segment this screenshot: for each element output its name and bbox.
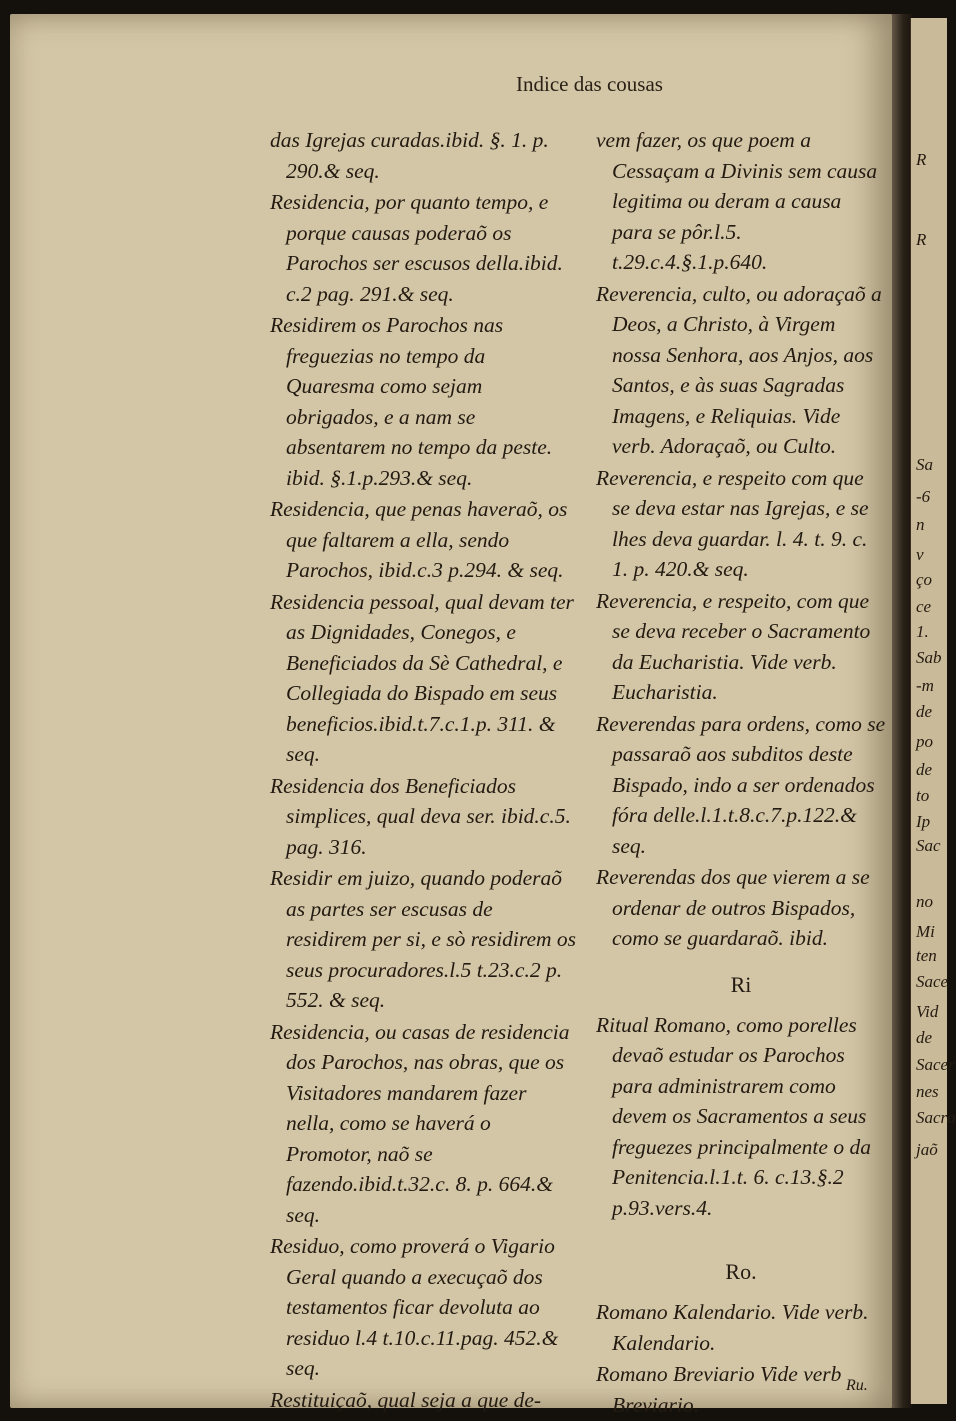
- section-heading-ri: Ri: [730, 971, 752, 997]
- facing-page-fragment: ço: [916, 570, 933, 589]
- index-entry: Romano Breviario Vide verb Breviario.: [596, 1362, 842, 1417]
- index-entry: Reverencia, e respeito, com que se deva receber o Sacramento da Eucharistia. Vide verb. Eucharistia.: [596, 588, 871, 704]
- facing-page-fragment: de: [916, 1028, 933, 1047]
- facing-page-fragment: Sac: [916, 836, 941, 855]
- facing-page-fragment: Vid: [916, 1002, 939, 1021]
- facing-page-fragment: -6: [916, 487, 931, 506]
- facing-page-fragment: Sace: [916, 972, 949, 991]
- facing-page-fragment: ce: [916, 597, 932, 616]
- facing-page-fragment: R: [916, 150, 927, 169]
- index-entry: Reverencia, culto, ou adoraçaõ a Deos, a Christo, à Virgem nossa Senhora, aos Anjos, aos Santos, e às suas Sagradas Imagens, e Reliquias. Vide verb. Adoraçaõ, ou Culto.: [596, 281, 882, 458]
- index-entry: Residir em juizo, quando poderaõ as partes ser escusas de residirem per si, e sò residirem os seus procuradores.l.5 t.23.c.2 p. 552. & seq.: [270, 866, 577, 1012]
- right-column: [596, 125, 886, 1421]
- facing-page-fragment: de: [916, 702, 933, 721]
- index-entry: Reverencia, e respeito com que se deva estar nas Igrejas, e se lhes deva guardar. l. 4. t. 9. c. 1. p. 420.& seq.: [596, 465, 869, 581]
- index-entry: das Igrejas curadas.ibid. §. 1. p. 290.& seq.: [270, 128, 549, 183]
- running-head: Indice das cousas: [516, 72, 663, 96]
- facing-page-fragment: v: [916, 545, 924, 564]
- facing-page-fragment: po: [916, 732, 933, 751]
- index-entry: Residencia pessoal, qual devam ter as Dignidades, Conegos, e Beneficiados da Sè Cathedral, e Collegiada do Bispado em seus beneficios.ibid.t.7.c.1.p. 311. & seq.: [270, 589, 574, 766]
- facing-page-fragment: nes: [916, 1082, 939, 1101]
- index-entry: Reverendas para ordens, como se passaraõ aos subditos deste Bispado, indo a ser ordenados fóra delle.l.1.t.8.c.7.p.122.& seq.: [596, 711, 886, 858]
- section-heading-ro: Ro.: [725, 1259, 757, 1284]
- facing-page-fragment: Sa: [916, 455, 933, 474]
- facing-page-fragment: -m: [916, 676, 934, 695]
- index-entry: Residencia, que penas haveraõ, os que faltarem a ella, sendo Parochos, ibid.c.3 p.294. & seq.: [270, 497, 568, 582]
- facing-page-fragment: de: [916, 760, 933, 779]
- facing-page-fragment: Sacer: [916, 1055, 955, 1074]
- facing-page-fragment: 1.: [916, 622, 929, 641]
- facing-page-fragment: no: [916, 892, 933, 911]
- facing-page-fragment: R: [916, 230, 927, 249]
- catchword: Ru.: [846, 1377, 868, 1394]
- index-entry: Residencia dos Beneficiados simplices, qual deva ser. ibid.c.5. pag. 316.: [270, 773, 571, 859]
- facing-page-fragment: Sab: [916, 648, 942, 667]
- facing-page-fragment: n: [916, 515, 925, 534]
- index-entry: Residencia, por quanto tempo, e porque causas poderaõ os Parochos ser escusos della.ibid. c.2 pag. 291.& seq.: [270, 190, 563, 306]
- left-column: [270, 125, 578, 1416]
- facing-page-fragment: to: [916, 786, 930, 805]
- facing-page-fragment: Sacra: [916, 1108, 956, 1127]
- facing-page-fragment: Ip: [916, 812, 931, 831]
- index-entry: Reverendas dos que vierem a se ordenar de outros Bispados, como se guardaraõ. ibid.: [596, 865, 870, 950]
- index-entry: Romano Kalendario. Vide verb. Kalendario.: [596, 1300, 869, 1355]
- facing-page-fragment: ten: [916, 946, 937, 965]
- facing-page-fragment: Mi: [916, 922, 935, 941]
- index-entry: Restituiçaõ, qual seja a que de-: [270, 1387, 542, 1412]
- index-entry: Residuo, como proverá o Vigario Geral quando a execuçaõ dos testamentos ficar devoluta ao residuo l.4 t.10.c.11.pag. 452.& seq.: [270, 1234, 559, 1380]
- index-entry: vem fazer, os que poem a Cessaçam a Divinis sem causa legitima ou deram a causa para se pôr.l.5. t.29.c.4.§.1.p.640.: [596, 128, 878, 274]
- index-entry: Residencia, ou casas de residencia dos Parochos, nas obras, que os Visitadores mandarem fazer nella, como se haverá o Promotor, naõ se fazendo.ibid.t.32.c. 8. p. 664.& seq.: [270, 1019, 570, 1227]
- book-spine: [890, 14, 912, 1408]
- index-entry: Residirem os Parochos nas freguezias no tempo da Quaresma como sejam obrigados, e a nam se absentarem no tempo da peste. ibid. §.1.p.293.& seq.: [270, 313, 553, 490]
- facing-page-fragment: jaõ: [916, 1140, 938, 1159]
- index-entry: Ritual Romano, como porelles devaõ estudar os Parochos para administrarem como devem os Sacramentos a seus freguezes principalmente o da Penitencia.l.1.t. 6. c.13.§.2 p.93.vers.4.: [596, 1012, 871, 1220]
